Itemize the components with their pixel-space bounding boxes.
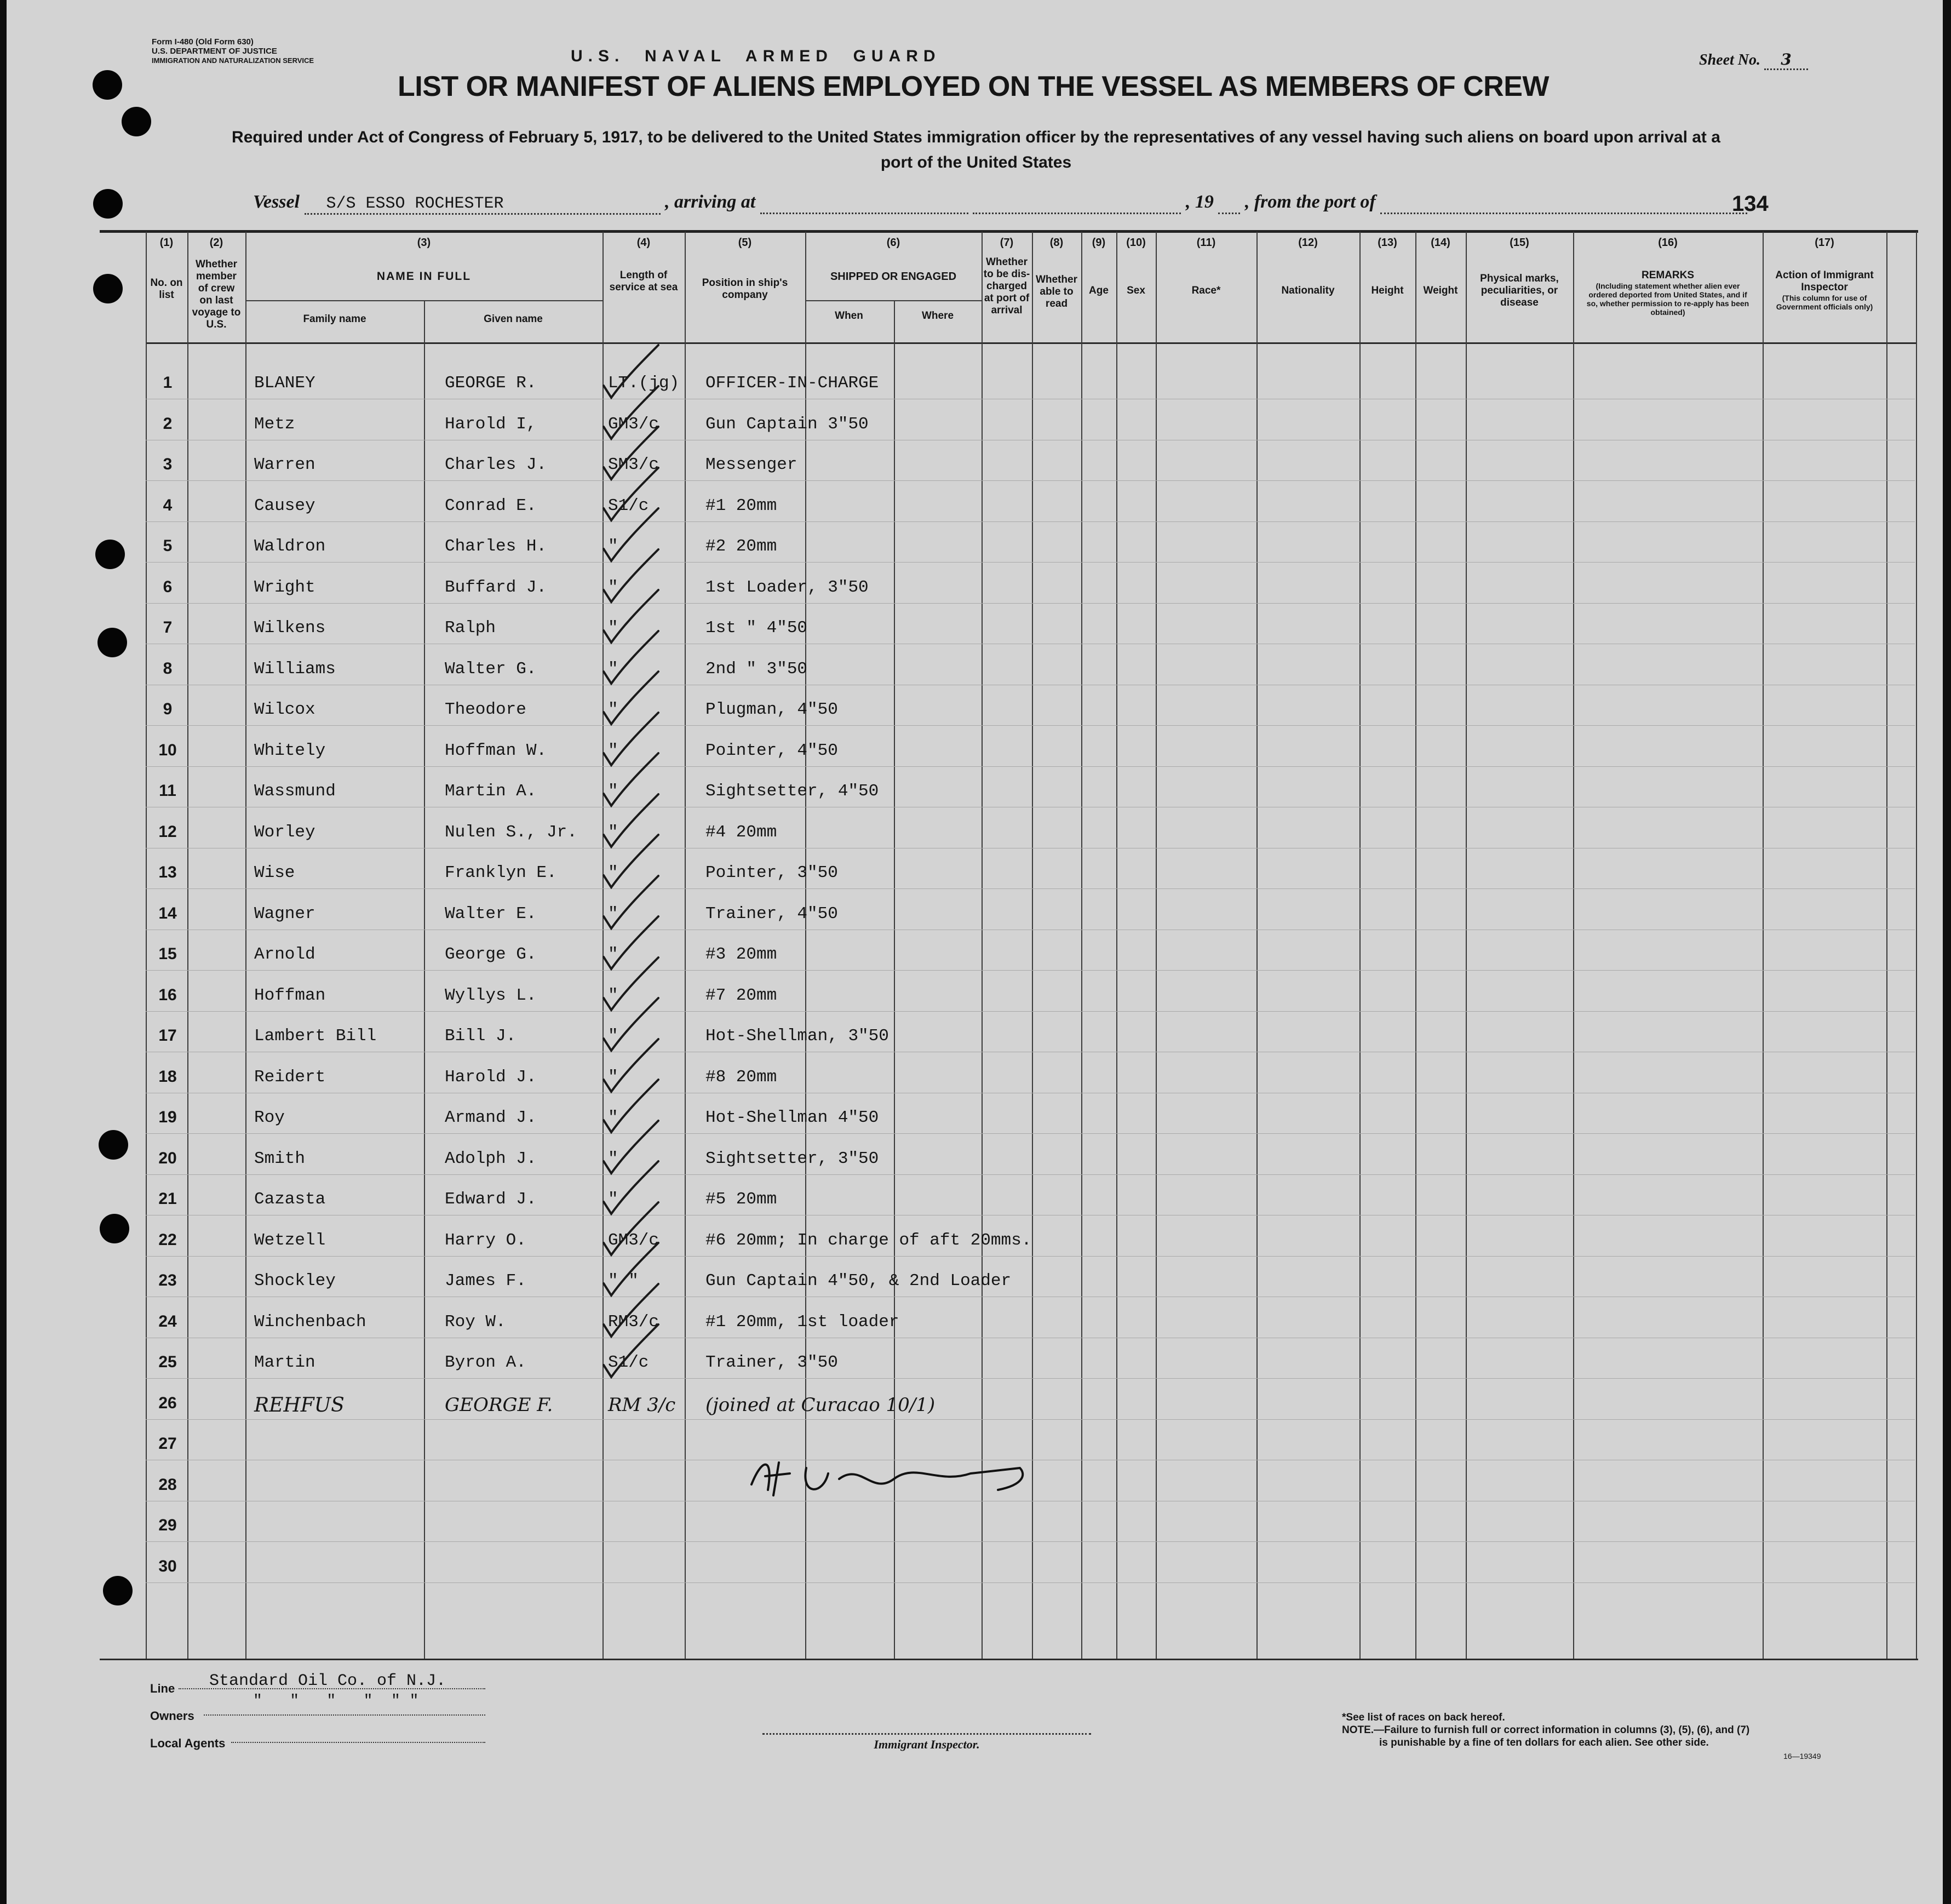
owners-ditto: " " " " " " bbox=[253, 1693, 419, 1710]
col-number: (12) bbox=[1298, 237, 1318, 249]
ship-position: Sightsetter, 4"50 bbox=[705, 782, 879, 801]
ship-position: Trainer, 3"50 bbox=[705, 1353, 838, 1372]
row-number: 8 bbox=[163, 659, 173, 678]
punch-hole bbox=[99, 1130, 128, 1160]
ship-position: #2 20mm bbox=[705, 537, 777, 556]
vessel-label: Vessel bbox=[253, 192, 300, 212]
header-sex: Sex bbox=[1127, 285, 1145, 296]
ship-position: #1 20mm bbox=[705, 496, 777, 515]
row-rule bbox=[146, 1174, 1915, 1175]
row-number: 10 bbox=[158, 741, 177, 759]
row-rule bbox=[146, 480, 1915, 481]
check-mark bbox=[604, 1039, 658, 1092]
family-name: Winchenbach bbox=[254, 1312, 366, 1332]
punch-hole bbox=[97, 628, 127, 657]
signature-text bbox=[757, 1457, 945, 1487]
row-number: 28 bbox=[158, 1476, 177, 1494]
row-number: 19 bbox=[158, 1108, 177, 1126]
given-name: Harold J. bbox=[445, 1068, 537, 1087]
header-when: When bbox=[835, 310, 863, 322]
row-number: 6 bbox=[163, 578, 173, 596]
header-inspector-action: Action of Immigrant Inspector bbox=[1775, 269, 1874, 293]
row-number: 15 bbox=[158, 945, 177, 963]
line-value: Standard Oil Co. of N.J. bbox=[209, 1672, 446, 1690]
row-number: 25 bbox=[158, 1353, 177, 1371]
given-name: Bill J. bbox=[445, 1026, 517, 1046]
check-mark bbox=[604, 345, 658, 398]
row-number: 4 bbox=[163, 496, 173, 514]
family-name: Waldron bbox=[254, 537, 326, 556]
form-number: Form I-480 (Old Form 630) bbox=[152, 37, 254, 47]
ship-position: #5 20mm bbox=[705, 1190, 777, 1209]
given-name: GEORGE F. bbox=[445, 1394, 553, 1416]
row-number: 13 bbox=[158, 863, 177, 881]
check-mark bbox=[604, 386, 658, 439]
races-note: *See list of races on back hereof. bbox=[1342, 1712, 1505, 1723]
ship-position: #3 20mm bbox=[705, 945, 777, 964]
given-name: Harold I, bbox=[445, 415, 537, 434]
ship-position: #6 20mm; In charge of aft 20mms. bbox=[705, 1231, 1032, 1250]
header-height: Height bbox=[1371, 285, 1404, 296]
header-weight: Weight bbox=[1423, 285, 1458, 296]
immigrant-inspector-label: Immigrant Inspector. bbox=[874, 1737, 980, 1751]
check-mark bbox=[604, 590, 658, 643]
ship-position: #1 20mm, 1st loader bbox=[705, 1312, 899, 1332]
given-name: Hoffman W. bbox=[445, 741, 547, 760]
check-mark bbox=[604, 957, 658, 1010]
header-race: Race* bbox=[1191, 285, 1221, 296]
punch-hole bbox=[93, 189, 123, 219]
col-number: (11) bbox=[1196, 237, 1216, 249]
row-rule bbox=[146, 888, 1915, 889]
service-rating: LT.(jg) bbox=[608, 374, 680, 393]
row-number: 21 bbox=[158, 1190, 177, 1208]
given-name: Franklyn E. bbox=[445, 863, 557, 882]
row-rule bbox=[146, 1133, 1915, 1134]
page-title: LIST OR MANIFEST OF ALIENS EMPLOYED ON THE VESSEL AS MEMBERS OF CREW bbox=[398, 71, 1549, 102]
owners-label: Owners bbox=[150, 1709, 194, 1723]
header-last-voyage: Whether member of crew on last voyage to U.S. bbox=[192, 259, 241, 330]
given-name: Roy W. bbox=[445, 1312, 506, 1332]
ship-position: 2nd " 3"50 bbox=[705, 659, 808, 679]
punch-hole bbox=[93, 274, 123, 303]
row-number: 26 bbox=[158, 1394, 177, 1412]
col-number: (15) bbox=[1510, 237, 1529, 249]
check-mark bbox=[604, 1243, 658, 1295]
header-able-to-read: Whether able to read bbox=[1036, 274, 1077, 309]
given-name: George G. bbox=[445, 945, 537, 964]
row-rule bbox=[146, 521, 1915, 522]
service-rating: " bbox=[608, 537, 618, 556]
service-rating: " bbox=[608, 782, 618, 801]
family-name: Wright bbox=[254, 578, 315, 597]
penalty-note-1: NOTE.—Failure to furnish full or correct information in columns (3), (5), (6), and (7) bbox=[1342, 1724, 1750, 1736]
check-mark bbox=[604, 1324, 658, 1377]
row-number: 22 bbox=[158, 1231, 177, 1249]
department-name: U.S. DEPARTMENT OF JUSTICE bbox=[152, 47, 277, 56]
subtitle-line-2: port of the United States bbox=[880, 153, 1072, 171]
service-rating: " bbox=[608, 1190, 618, 1209]
check-mark bbox=[604, 753, 658, 806]
ship-position: (joined at Curacao 10/1) bbox=[705, 1394, 936, 1416]
given-name: Edward J. bbox=[445, 1190, 537, 1209]
service-rating: " bbox=[608, 863, 618, 882]
row-rule bbox=[146, 562, 1915, 563]
header-physical-marks: Physical marks, peculiarities, or disease bbox=[1480, 273, 1559, 308]
service-rating: " bbox=[608, 1108, 618, 1127]
col-number: (4) bbox=[636, 237, 651, 249]
check-mark bbox=[604, 1121, 658, 1173]
col-number: (7) bbox=[1000, 237, 1014, 249]
row-number: 14 bbox=[158, 904, 177, 922]
family-name: Whitely bbox=[254, 741, 326, 760]
service-rating: S1/c bbox=[608, 496, 649, 515]
header-remarks: REMARKS bbox=[1641, 269, 1695, 281]
service-rating: RM3/c bbox=[608, 1312, 659, 1332]
service-rating: S1/c bbox=[608, 1353, 649, 1372]
row-number: 9 bbox=[163, 700, 173, 718]
check-mark bbox=[604, 549, 658, 602]
family-name: Shockley bbox=[254, 1271, 336, 1291]
header-shipped-engaged: SHIPPED OR ENGAGED bbox=[830, 271, 957, 283]
family-name: Wassmund bbox=[254, 782, 336, 801]
row-rule bbox=[146, 1419, 1915, 1420]
ship-position: Hot-Shellman, 3"50 bbox=[705, 1026, 889, 1046]
col-number: (9) bbox=[1092, 237, 1106, 249]
family-name: Arnold bbox=[254, 945, 315, 964]
row-number: 23 bbox=[158, 1271, 177, 1289]
table-top-border bbox=[100, 230, 1918, 233]
col-number: (1) bbox=[159, 237, 174, 249]
family-name: Wilkens bbox=[254, 618, 326, 638]
service-rating: " bbox=[608, 904, 618, 924]
row-number: 2 bbox=[163, 415, 173, 433]
given-name: Armand J. bbox=[445, 1108, 537, 1127]
given-name: Walter G. bbox=[445, 659, 537, 679]
row-rule bbox=[146, 1541, 1915, 1542]
manifest-sheet bbox=[7, 0, 1943, 1904]
family-name: Roy bbox=[254, 1108, 285, 1127]
service-rating: " bbox=[608, 986, 618, 1005]
ship-position: Sightsetter, 3"50 bbox=[705, 1149, 879, 1168]
given-name: Walter E. bbox=[445, 904, 537, 924]
ship-position: Pointer, 4"50 bbox=[705, 741, 838, 760]
from-port-value bbox=[1380, 192, 1747, 214]
given-name: Martin A. bbox=[445, 782, 537, 801]
col-number: (6) bbox=[886, 237, 900, 249]
ship-position: #4 20mm bbox=[705, 823, 777, 842]
check-mark bbox=[604, 713, 658, 765]
family-name: Wise bbox=[254, 863, 295, 882]
header-no-on-list: No. on list bbox=[150, 277, 183, 301]
check-mark bbox=[604, 468, 658, 520]
col-number: (3) bbox=[417, 237, 431, 249]
print-code: 16—19349 bbox=[1783, 1752, 1821, 1760]
punch-hole bbox=[100, 1214, 129, 1243]
check-mark bbox=[604, 508, 658, 561]
family-name: Worley bbox=[254, 823, 315, 842]
col-number: (10) bbox=[1126, 237, 1146, 249]
ship-position: OFFICER-IN-CHARGE bbox=[705, 374, 879, 393]
check-mark bbox=[604, 672, 658, 724]
given-name: Theodore bbox=[445, 700, 526, 719]
family-name: Hoffman bbox=[254, 986, 326, 1005]
family-name: Causey bbox=[254, 496, 315, 515]
given-name: Charles J. bbox=[445, 455, 547, 474]
row-rule bbox=[146, 725, 1915, 726]
row-number: 27 bbox=[158, 1435, 177, 1453]
row-number: 24 bbox=[158, 1312, 177, 1330]
punch-hole bbox=[95, 540, 125, 569]
row-number: 1 bbox=[163, 374, 173, 392]
header-name-in-full: NAME IN FULL bbox=[376, 270, 472, 283]
check-mark bbox=[604, 835, 658, 887]
ship-position: Pointer, 3"50 bbox=[705, 863, 838, 882]
family-name: BLANEY bbox=[254, 374, 315, 393]
family-name: Wilcox bbox=[254, 700, 315, 719]
ship-position: Hot-Shellman 4"50 bbox=[705, 1108, 879, 1127]
service-rating: " bbox=[608, 578, 618, 597]
col-number: (14) bbox=[1431, 237, 1450, 249]
family-name: Wagner bbox=[254, 904, 315, 924]
col-number: (13) bbox=[1378, 237, 1397, 249]
col-number: (5) bbox=[738, 237, 752, 249]
col-number: (16) bbox=[1658, 237, 1678, 249]
service-rating: " bbox=[608, 741, 618, 760]
row-rule bbox=[146, 970, 1915, 971]
inspector-signature-line bbox=[762, 1733, 1091, 1735]
ship-position: 1st " 4"50 bbox=[705, 618, 808, 638]
service-rating: SM3/c bbox=[608, 455, 659, 474]
ship-position: 1st Loader, 3"50 bbox=[705, 578, 869, 597]
header-discharged: Whether to be dis-charged at port of arrival bbox=[983, 256, 1030, 316]
family-name: REHFUS bbox=[254, 1394, 345, 1416]
ship-position: Plugman, 4"50 bbox=[705, 700, 838, 719]
arriving-label: , arriving at bbox=[665, 192, 756, 212]
row-rule bbox=[146, 603, 1915, 604]
year-label: , 19 bbox=[1185, 192, 1214, 212]
row-rule bbox=[146, 766, 1915, 767]
ship-position: Gun Captain 3"50 bbox=[705, 415, 869, 434]
subtitle-line-1: Required under Act of Congress of February 5, 1917, to be delivered to the United States immigration officer by the representatives of any vessel having such aliens on board upon arrival at a bbox=[232, 128, 1720, 146]
ship-position: #8 20mm bbox=[705, 1068, 777, 1087]
check-mark bbox=[604, 998, 658, 1051]
header-position: Position in ship's company bbox=[702, 277, 788, 301]
row-number: 5 bbox=[163, 537, 173, 555]
service-rating: " bbox=[608, 823, 618, 842]
row-rule bbox=[146, 1378, 1915, 1379]
punch-hole bbox=[93, 70, 122, 100]
ship-position: Gun Captain 4"50, & 2nd Loader bbox=[705, 1271, 1012, 1291]
line-label: Line bbox=[150, 1682, 175, 1695]
service-rating: " bbox=[608, 659, 618, 679]
family-name: Smith bbox=[254, 1149, 306, 1168]
row-number: 11 bbox=[159, 782, 176, 800]
check-mark bbox=[604, 1284, 658, 1337]
service-rating: GM3/c bbox=[608, 1231, 659, 1250]
check-mark bbox=[604, 794, 658, 847]
sheet-label: Sheet No. bbox=[1699, 51, 1760, 68]
check-mark bbox=[604, 1202, 658, 1255]
row-rule bbox=[146, 1256, 1915, 1257]
unit-heading: U.S. NAVAL ARMED GUARD bbox=[571, 47, 941, 65]
col-number: (2) bbox=[209, 237, 223, 249]
ship-position: Trainer, 4"50 bbox=[705, 904, 838, 924]
service-rating: " bbox=[608, 700, 618, 719]
given-name: Wyllys L. bbox=[445, 986, 537, 1005]
row-number: 30 bbox=[158, 1557, 177, 1575]
row-number: 12 bbox=[158, 823, 177, 841]
penalty-note-2: is punishable by a fine of ten dollars for each alien. See other side. bbox=[1379, 1737, 1709, 1748]
given-name: Charles H. bbox=[445, 537, 547, 556]
service-name: IMMIGRATION AND NATURALIZATION SERVICE bbox=[152, 56, 314, 65]
service-rating: RM 3/c bbox=[608, 1394, 676, 1416]
family-name: Wetzell bbox=[254, 1231, 326, 1250]
check-mark bbox=[604, 916, 658, 969]
vessel-name: S/S ESSO ROCHESTER bbox=[305, 194, 661, 215]
family-name: Cazasta bbox=[254, 1190, 326, 1209]
header-length-of-service: Length of service at sea bbox=[609, 269, 678, 293]
header-where: Where bbox=[921, 310, 954, 322]
header-nationality: Nationality bbox=[1281, 285, 1335, 296]
arriving-date bbox=[973, 192, 1181, 214]
check-marks bbox=[598, 340, 708, 1501]
given-name: Buffard J. bbox=[445, 578, 547, 597]
given-name: Ralph bbox=[445, 618, 496, 638]
row-number: 20 bbox=[158, 1149, 177, 1167]
row-number: 18 bbox=[158, 1068, 177, 1086]
col-number: (17) bbox=[1815, 237, 1834, 249]
punch-hole bbox=[103, 1576, 133, 1605]
sheet-number: 3 bbox=[1764, 50, 1808, 70]
service-rating: " bbox=[608, 1068, 618, 1087]
table-bottom-border bbox=[100, 1659, 1918, 1660]
family-name: Martin bbox=[254, 1353, 315, 1372]
header-family-name: Family name bbox=[303, 313, 366, 325]
family-name: Lambert Bill bbox=[254, 1026, 377, 1046]
service-rating: GM3/c bbox=[608, 415, 659, 434]
given-name: Byron A. bbox=[445, 1353, 526, 1372]
row-number: 3 bbox=[163, 455, 173, 473]
header-remarks-note: (Including statement whether alien ever ordered deported from United States, and if so, whether permission to re-apply has been obtained) bbox=[1586, 282, 1749, 317]
given-name: Adolph J. bbox=[445, 1149, 537, 1168]
header-age: Age bbox=[1089, 285, 1109, 296]
given-name: Harry O. bbox=[445, 1231, 526, 1250]
service-rating: " bbox=[608, 945, 618, 964]
check-mark bbox=[604, 1080, 658, 1132]
row-rule bbox=[146, 1582, 1915, 1583]
arriving-port bbox=[760, 192, 968, 214]
col-number: (8) bbox=[1049, 237, 1064, 249]
row-number: 17 bbox=[158, 1026, 177, 1045]
service-rating: " " bbox=[608, 1271, 639, 1291]
local-agents-label: Local Agents bbox=[150, 1736, 226, 1750]
check-mark bbox=[604, 631, 658, 684]
given-name: James F. bbox=[445, 1271, 526, 1291]
from-port-label: , from the port of bbox=[1244, 192, 1376, 212]
check-mark bbox=[604, 1161, 658, 1214]
ship-position: #7 20mm bbox=[705, 986, 777, 1005]
year-value bbox=[1218, 192, 1240, 214]
family-name: Reidert bbox=[254, 1068, 326, 1087]
given-name: Nulen S., Jr. bbox=[445, 823, 577, 842]
row-rule bbox=[146, 1011, 1915, 1012]
ship-position: Messenger bbox=[705, 455, 797, 474]
family-name: Warren bbox=[254, 455, 315, 474]
family-name: Williams bbox=[254, 659, 336, 679]
service-rating: " bbox=[608, 618, 618, 638]
check-mark bbox=[604, 427, 658, 479]
table-header-bottom bbox=[146, 342, 1916, 344]
service-rating: " bbox=[608, 1149, 618, 1168]
page-stamp-number: 134 bbox=[1732, 192, 1769, 216]
row-number: 16 bbox=[158, 986, 177, 1004]
service-rating: " bbox=[608, 1026, 618, 1046]
row-number: 29 bbox=[158, 1516, 177, 1534]
check-mark bbox=[604, 876, 658, 928]
given-name: GEORGE R. bbox=[445, 374, 537, 393]
given-name: Conrad E. bbox=[445, 496, 537, 515]
family-name: Metz bbox=[254, 415, 295, 434]
header-given-name: Given name bbox=[484, 313, 543, 325]
row-number: 7 bbox=[163, 618, 173, 636]
header-inspector-note: (This column for use of Government officials only) bbox=[1776, 294, 1873, 311]
